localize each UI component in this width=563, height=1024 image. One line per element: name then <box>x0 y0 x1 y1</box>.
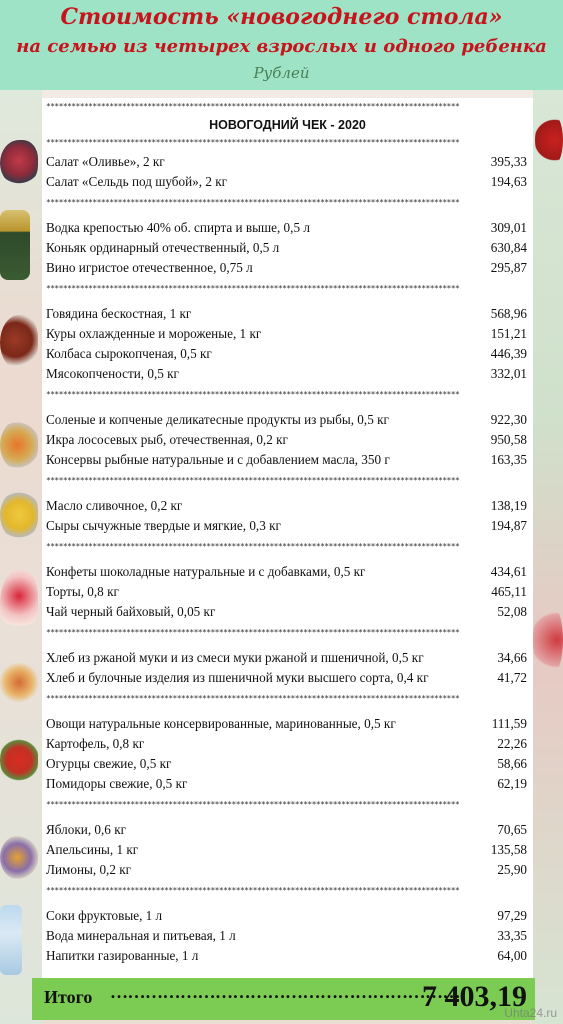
water-bottle-image <box>0 905 22 975</box>
receipt-item-row <box>46 410 527 430</box>
item-price: 22,26 <box>497 736 527 751</box>
item-price: 630,84 <box>490 240 527 255</box>
right-ornament-decoration <box>533 90 563 1024</box>
item-name: Салат «Сельдь под шубой», 2 кг <box>46 174 228 189</box>
receipt-star-divider: ************************************************************************************************** <box>46 694 460 703</box>
item-name: Напитки газированные, 1 л <box>46 948 199 963</box>
item-name: Масло сливочное, 0,2 кг <box>46 498 183 513</box>
receipt-item-row <box>46 906 527 926</box>
currency-unit: Рублей <box>253 64 310 82</box>
item-price: 62,19 <box>497 776 527 791</box>
item-name: Чай черный байховый, 0,05 кг <box>46 604 216 619</box>
item-price: 52,08 <box>497 604 527 619</box>
item-price: 922,30 <box>490 412 527 427</box>
receipt-item-row <box>46 820 527 840</box>
receipt-star-divider: ************************************************************************************************** <box>46 628 460 637</box>
item-price: 568,96 <box>490 306 527 321</box>
receipt-item-row <box>46 516 527 536</box>
receipt-item-row <box>46 602 527 622</box>
receipt-item-row <box>46 774 527 794</box>
item-price: 33,35 <box>497 928 527 943</box>
item-name: Конфеты шоколадные натуральные и с добавками, 0,5 кг <box>46 564 366 579</box>
receipt-item-row <box>46 926 527 946</box>
receipt-item-row <box>46 648 527 668</box>
item-name: Яблоки, 0,6 кг <box>46 822 127 837</box>
item-price: 194,63 <box>490 174 527 189</box>
item-name: Огурцы свежие, 0,5 кг <box>46 756 172 771</box>
item-name: Куры охлажденные и мороженые, 1 кг <box>46 326 262 341</box>
receipt-item-row <box>46 172 527 192</box>
receipt-star-divider: ************************************************************************************************** <box>46 284 460 293</box>
item-price: 295,87 <box>490 260 527 275</box>
receipt-item-row <box>46 218 527 238</box>
receipt-item-row <box>46 324 527 344</box>
item-price: 194,87 <box>490 518 527 533</box>
caviar-sandwiches-image <box>0 420 38 470</box>
bread-image <box>0 660 38 705</box>
total-label: Итого <box>44 987 93 1007</box>
item-name: Апельсины, 1 кг <box>46 842 139 857</box>
item-name: Картофель, 0,8 кг <box>46 736 145 751</box>
item-price: 25,90 <box>497 862 527 877</box>
item-name: Консервы рыбные натуральные и с добавлением масла, 350 г <box>46 452 390 467</box>
receipt-item-row <box>46 344 527 364</box>
header-banner <box>0 0 563 90</box>
page-title: Стоимость «новогоднего стола» <box>60 4 503 30</box>
item-name: Торты, 0,8 кг <box>46 584 119 599</box>
receipt-item-row <box>46 496 527 516</box>
item-name: Соки фруктовые, 1 л <box>46 908 163 923</box>
item-name: Соленые и копченые деликатесные продукты из рыбы, 0,5 кг <box>46 412 389 427</box>
receipt-item-row <box>46 754 527 774</box>
vegetables-image <box>0 735 38 785</box>
receipt-item-row <box>46 714 527 734</box>
item-name: Хлеб из ржаной муки и из смеси муки ржаной и пшеничной, 0,5 кг <box>46 650 424 665</box>
item-price: 41,72 <box>497 670 527 685</box>
champagne-bottle-image <box>0 210 30 280</box>
item-price: 151,21 <box>490 326 527 341</box>
item-name: Овощи натуральные консервированные, маринованные, 0,5 кг <box>46 716 396 731</box>
item-price: 465,11 <box>491 584 527 599</box>
item-name: Мясокопчености, 0,5 кг <box>46 366 179 381</box>
receipt-item-row <box>46 304 527 324</box>
christmas-ornament-image <box>535 110 563 170</box>
item-price: 58,66 <box>497 756 527 771</box>
receipt-item-row <box>46 668 527 688</box>
total-leader-dots: …………………………………………………… <box>110 982 460 1002</box>
receipt-star-divider: ************************************************************************************************** <box>46 138 460 147</box>
item-price: 163,35 <box>490 452 527 467</box>
receipt-item-row <box>46 860 527 880</box>
receipt-star-divider: ************************************************************************************************** <box>46 800 460 809</box>
item-name: Коньяк ординарный отечественный, 0,5 л <box>46 240 280 255</box>
receipt-item-row <box>46 258 527 278</box>
receipt-item-row <box>46 840 527 860</box>
receipt-item-row <box>46 562 527 582</box>
item-name: Салат «Оливье», 2 кг <box>46 154 165 169</box>
receipt-star-divider: ************************************************************************************************** <box>46 198 460 207</box>
item-name: Говядина бескостная, 1 кг <box>46 306 192 321</box>
total-value: 7 403,19 <box>422 980 527 1013</box>
item-name: Водка крепостью 40% об. спирта и выше, 0,5 л <box>46 220 310 235</box>
receipt-item-row <box>46 152 527 172</box>
item-price: 135,58 <box>490 842 527 857</box>
meat-dish-image <box>0 315 38 370</box>
item-price: 97,29 <box>497 908 527 923</box>
item-price: 309,01 <box>490 220 527 235</box>
item-name: Колбаса сырокопченая, 0,5 кг <box>46 346 212 361</box>
item-price: 64,00 <box>497 948 527 963</box>
receipt-item-row <box>46 734 527 754</box>
item-name: Вино игристое отечественное, 0,75 л <box>46 260 253 275</box>
receipt-star-divider: ************************************************************************************************** <box>46 886 460 895</box>
cheese-image <box>0 490 38 540</box>
receipt-star-divider: ************************************************************************************************** <box>46 102 460 111</box>
receipt-item-row <box>46 364 527 384</box>
item-name: Вода минеральная и питьевая, 1 л <box>46 928 236 943</box>
item-name: Помидоры свежие, 0,5 кг <box>46 776 188 791</box>
receipt-star-divider: ************************************************************************************************** <box>46 542 460 551</box>
item-price: 138,19 <box>490 498 527 513</box>
total-bar <box>32 978 535 1020</box>
watermark: Uhta24.ru <box>504 1006 557 1020</box>
item-price: 34,66 <box>497 650 527 665</box>
item-name: Хлеб и булочные изделия из пшеничной муки высшего сорта, 0,4 кг <box>46 670 429 685</box>
receipt-item-row <box>46 582 527 602</box>
receipt-star-divider: ************************************************************************************************** <box>46 390 460 399</box>
item-price: 111,59 <box>491 716 527 731</box>
salad-plate-image <box>0 140 38 186</box>
item-price: 446,39 <box>490 346 527 361</box>
item-price: 434,61 <box>490 564 527 579</box>
christmas-ornament-image <box>533 600 563 680</box>
receipt-item-row <box>46 430 527 450</box>
receipt-item-row <box>46 238 527 258</box>
receipt-title: НОВОГОДНИЙ ЧЕК - 2020 <box>209 118 366 132</box>
receipt-item-row <box>46 946 527 966</box>
page-subtitle: на семью из четырех взрослых и одного ребенка <box>16 36 547 57</box>
item-price: 395,33 <box>490 154 527 169</box>
item-price: 950,58 <box>490 432 527 447</box>
strawberry-cake-image <box>0 570 38 635</box>
item-price: 70,65 <box>497 822 527 837</box>
receipt-star-divider: ************************************************************************************************** <box>46 476 460 485</box>
item-price: 332,01 <box>490 366 527 381</box>
item-name: Икра лососевых рыб, отечественная, 0,2 кг <box>46 432 288 447</box>
fruit-bowl-image <box>0 835 38 880</box>
receipt <box>42 98 533 978</box>
receipt-item-row <box>46 450 527 470</box>
item-name: Лимоны, 0,2 кг <box>46 862 132 877</box>
item-name: Сыры сычужные твердые и мягкие, 0,3 кг <box>46 518 281 533</box>
